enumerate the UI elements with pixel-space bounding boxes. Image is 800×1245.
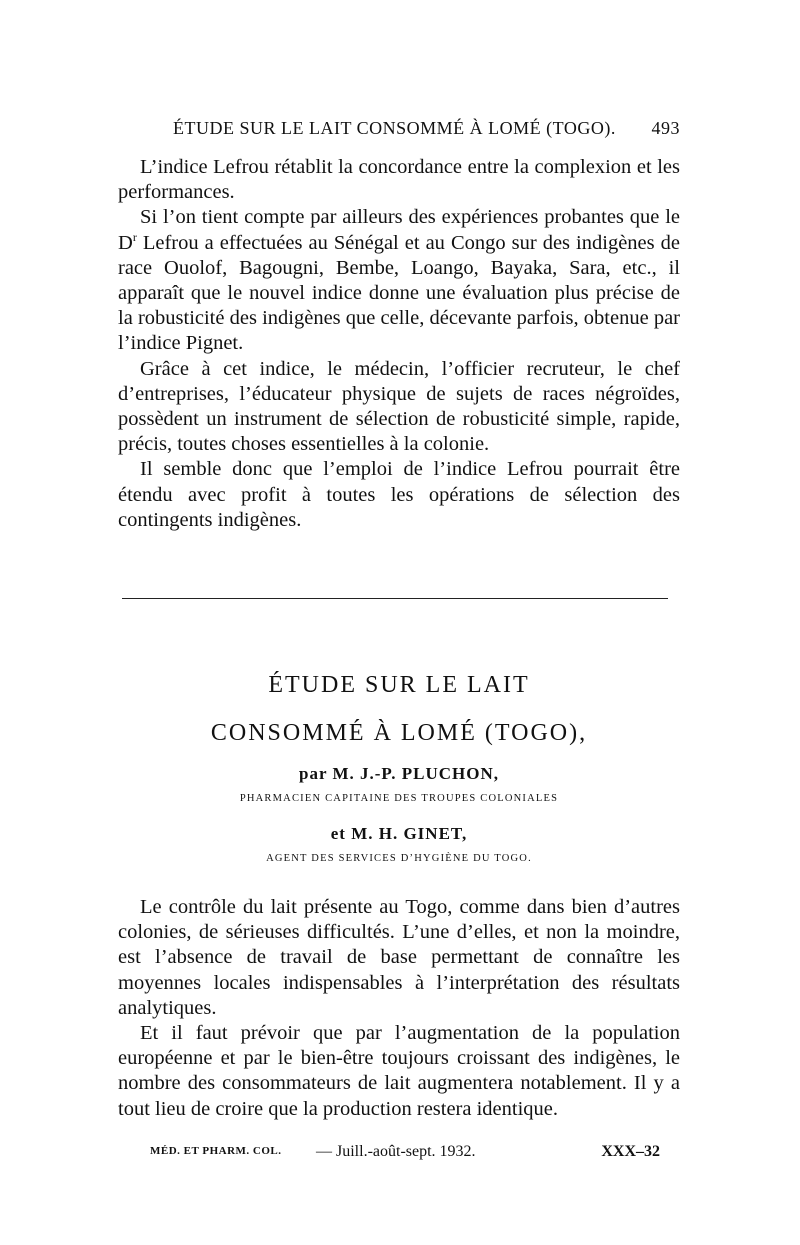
page-footer: [150, 1143, 660, 1167]
page-number: 493: [651, 118, 680, 138]
continued-text: [118, 155, 680, 533]
article-body: [118, 895, 680, 1122]
section-divider: [122, 598, 668, 599]
author-byline: par M. J.-P. PLUCHON,: [299, 764, 499, 783]
running-head-title: ÉTUDE SUR LE LAIT CONSOMMÉ À LOMÉ (TOGO).: [173, 118, 616, 138]
paragraph-text: Si l’on tient compte par ailleurs des expériences probantes que le D: [118, 206, 680, 254]
footer-dash: —: [316, 1143, 332, 1160]
paragraph: Il semble donc que l’emploi de l’indice Lefrou pourrait être étendu avec profit à toutes les opérations de sélection des contingents indigènes.: [118, 458, 680, 531]
paragraph: L’indice Lefrou rétablit la concordance entre la complexion et les performances.: [118, 156, 680, 204]
paragraph: [118, 205, 680, 356]
author-affiliation: AGENT DES SERVICES D’HYGIÈNE DU TOGO.: [266, 853, 532, 864]
paragraph: Grâce à cet indice, le médecin, l’officier recruteur, le chef d’entreprises, l’éducateur physique de sujets de races négroïdes, possèdent un instrument de sélection de robusticité simple, rapide, précis, toutes choses essentielles à la colonie.: [118, 357, 680, 456]
paragraph: Et il faut prévoir que par l’augmentation de la population européenne et par le bien-être toujours croissant des indigènes, le nombre des consommateurs de lait augmentera notablement. Il y a tout lieu de croire que la production restera identique.: [118, 1022, 680, 1120]
author-byline: et M. H. GINET,: [330, 824, 468, 843]
journal-name: MÉD. ET PHARM. COL.: [150, 1145, 282, 1157]
article-title-line2: CONSOMMÉ À LOMÉ (TOGO),: [210, 720, 588, 746]
paragraph: Le contrôle du lait présente au Togo, comme dans bien d’autres colonies, de sérieuses difficultés. L’une d’elles, et non la moindre, est l’absence de travail de base permettant de connaître les moyennes locales indispensables à l’interprétation des résultats analytiques.: [118, 896, 680, 1019]
paragraph-text: Lefrou a effectuées au Sénégal et au Congo sur des indigènes de race Ouolof, Bagougni, Bembe, Loango, Bayaka, Sara, etc., il apparaît que le nouvel indice donne une évaluation plus précise de la robusticité des indigènes que celle, décevante parfois, obtenue par l’indice Pignet.: [118, 231, 680, 355]
printer-signature: XXX–32: [601, 1143, 660, 1160]
superscript: r: [132, 229, 137, 244]
author-affiliation: PHARMACIEN CAPITAINE DES TROUPES COLONIALES: [239, 793, 559, 804]
issue-date: Juill.-août-sept. 1932.: [336, 1143, 476, 1160]
article-title-line1: ÉTUDE SUR LE LAIT: [268, 672, 530, 698]
